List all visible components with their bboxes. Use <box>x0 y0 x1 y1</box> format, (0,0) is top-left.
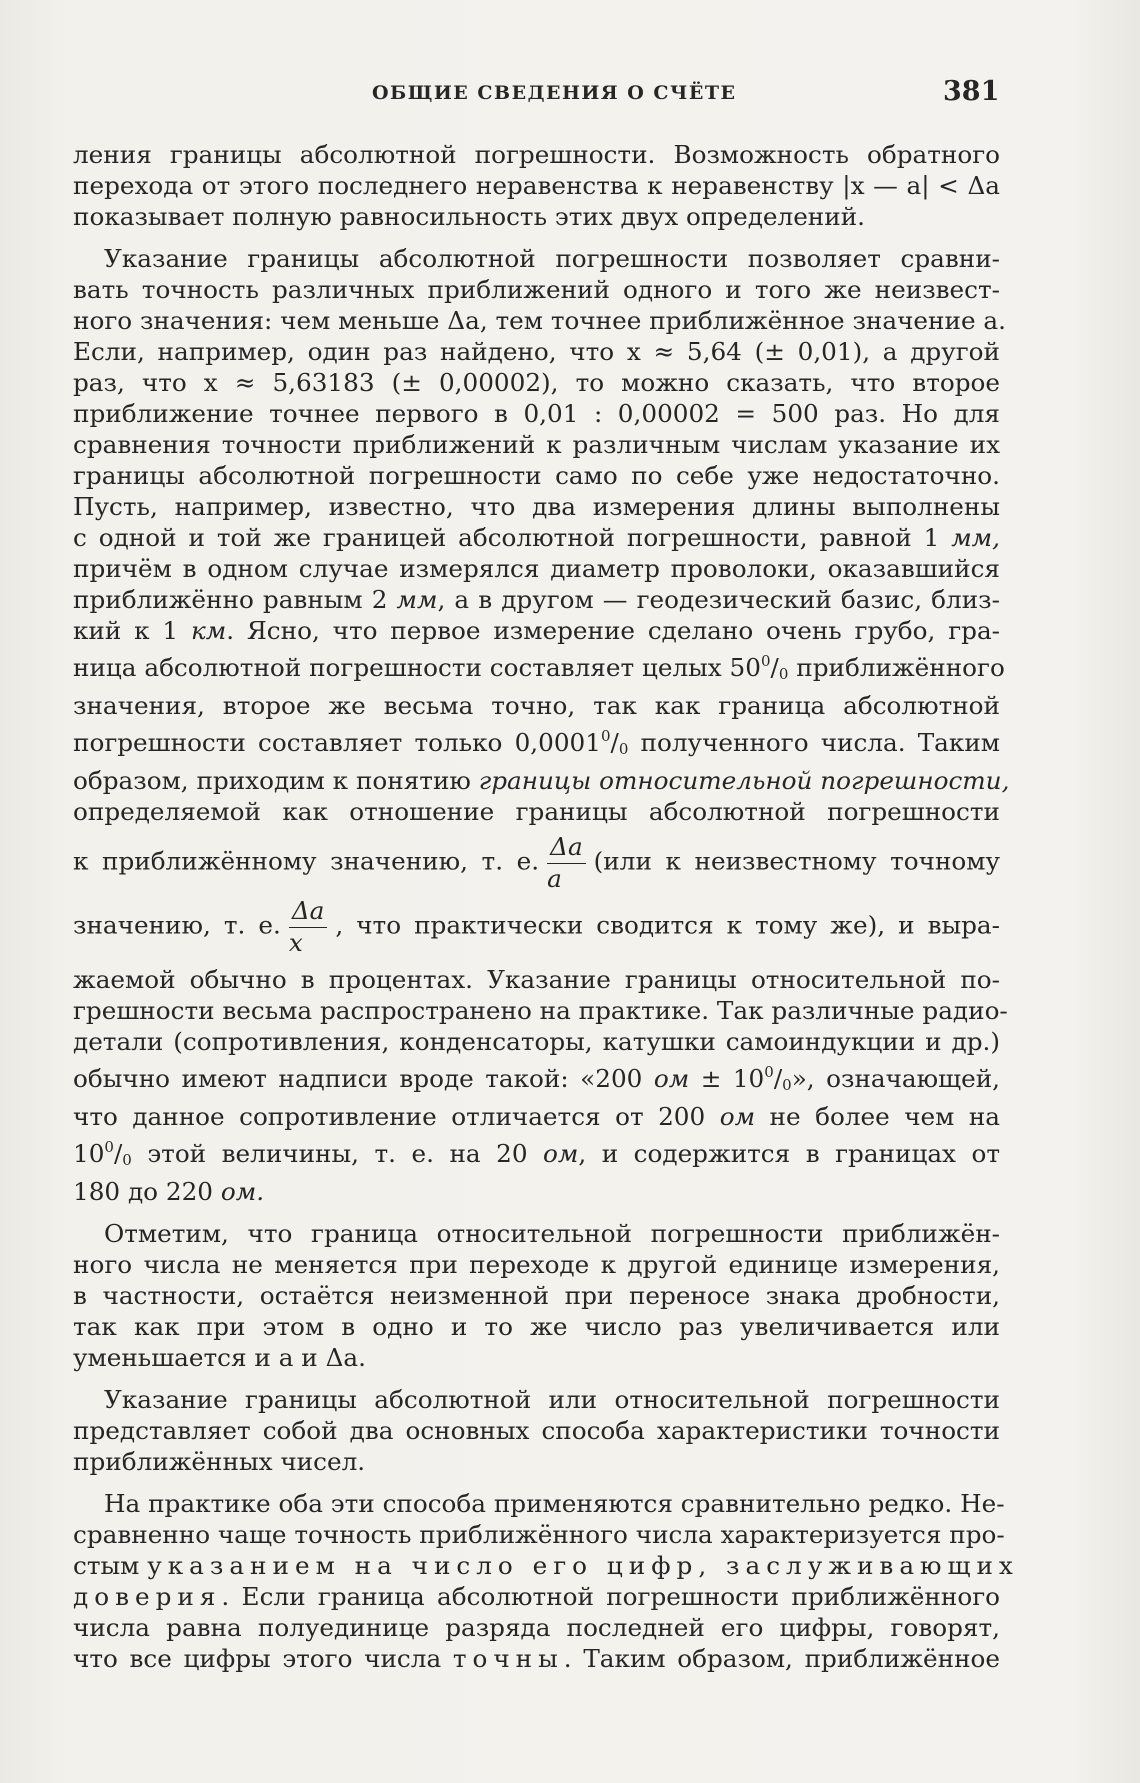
body-text <box>73 139 1019 1674</box>
text-line: Указание границы абсолютной или относительной погрешности <box>104 1384 1000 1414</box>
text-line: в частности, остаётся неизменной при переносе знака дробности, <box>73 1280 1000 1310</box>
text-line: Отметим, что граница относительной погрешности приближён- <box>104 1218 1000 1248</box>
text-line: 180 до 220 ом. <box>73 1176 265 1206</box>
text-line: сравненно чаще точность приближённого числа характеризуется про- <box>73 1519 1005 1549</box>
text-line: сравнения точности приближений к различным числам указание их <box>73 430 1000 459</box>
text-line: ного числа не меняется при переходе к другой единице измерения, <box>73 1249 1000 1279</box>
text-line: представляет собой два основных способа характеристики точности <box>73 1415 1000 1445</box>
text-line: значения, второе же весьма точно, так как граница абсолютной <box>73 691 1000 720</box>
text-line: Указание границы абсолютной погрешности позволяет сравни- <box>104 244 1000 273</box>
text-line: числа равна полуединице разряда последней его цифры, говорят, <box>73 1612 1000 1642</box>
text-line: детали (сопротивления, конденсаторы, катушки самоиндукции и др.) <box>73 1026 1000 1056</box>
page-number: 381 <box>943 76 1000 107</box>
text-line: раз, что x ≈ 5,63183 (± 0,00002), то можно сказать, что второе <box>73 368 1000 397</box>
text-line: кий к 1 км. Ясно, что первое измерение сделано очень грубо, гра- <box>73 616 1001 645</box>
text-line: Пусть, например, известно, что два измерения длины выполнены <box>73 492 1000 521</box>
text-line: приближённых чисел. <box>73 1446 366 1476</box>
text-line: стым указанием на число его цифр, заслуживающих <box>73 1550 1019 1580</box>
text-line: ления границы абсолютной погрешности. Возможность обратного <box>73 140 1000 169</box>
text-line: грешности весьма распространено на практике. Так различные радио- <box>73 995 1008 1025</box>
text-line: приближённо равным 2 мм, а в другом — геодезический базис, близ- <box>73 585 1000 614</box>
text-line: обычно имеют надписи вроде такой: «200 ом ± $10^0/_0$», означающей, <box>73 1062 1001 1094</box>
text-line: На практике оба эти способа применяются сравнительно редко. Не- <box>104 1488 1005 1518</box>
text-line: приближение точнее первого в 0,01 : 0,00002 = 500 раз. Но для <box>73 399 1000 428</box>
text-line: уменьшается и a и Δa. <box>73 1342 366 1372</box>
text-line: жаемой обычно в процентах. Указание границы относительной по- <box>73 964 1000 994</box>
text-line: причём в одном случае измерялся диаметр проволоки, оказавшийся <box>73 554 1000 583</box>
text-line: границы абсолютной погрешности само по себе уже недостаточно. <box>73 461 1000 490</box>
text-line: $10^0/_0$ этой величины, т. е. на 20 ом, и содержится в границах от <box>73 1137 1001 1169</box>
text-line: к приближённому значению, т. е. $\frac{\Delta a}{a}$ (или к неизвестному точному <box>73 832 1001 893</box>
running-head: ОБЩИЕ СВЕДЕНИЯ О СЧЁТЕ <box>372 82 737 104</box>
text-line: что данное сопротивление отличается от 200 ом не более чем на <box>73 1101 1001 1131</box>
text-line: ного значения: чем меньше Δa, тем точнее приближённое значение a. <box>73 306 1006 335</box>
spaced-emphasis: доверия <box>73 1581 222 1611</box>
text-line: значению, т. е. $\frac{\Delta a}{x}$ , что практически сводится к тому же), и выра- <box>73 896 1000 958</box>
fraction-da-over-x: $\frac{\Delta a}{x}$ <box>289 899 328 955</box>
text-line: Если, например, один раз найдено, что x ≈ 5,64 (± 0,01), а другой <box>73 337 1000 366</box>
term-relative-error: границы относительной погрешности, <box>478 766 1010 795</box>
text-line: так как при этом в одно и то же число раз увеличивается или <box>73 1311 1000 1341</box>
text-line: что все цифры этого числа точны. Таким образом, приближённое <box>73 1643 1001 1673</box>
text-line: доверия. Если граница абсолютной погрешности приближённого <box>73 1581 1000 1611</box>
unit-mm: мм <box>396 585 438 614</box>
text-line: с одной и той же границей абсолютной погрешности, равной 1 мм, <box>73 523 1000 552</box>
text-line: погрешности составляет только $0,0001^0/_0$ полученного числа. Таким <box>73 727 1000 758</box>
text-line: вать точность различных приближений одного и того же неизвест- <box>73 275 1000 304</box>
text-line: определяемой как отношение границы абсолютной погрешности <box>73 797 1000 826</box>
spaced-emphasis: точны <box>452 1643 564 1673</box>
text-line: ница абсолютной погрешности составляет целых $50^0/_0$ приближённого <box>73 652 1005 683</box>
text-line: образом, приходим к понятию границы относительной погрешности, <box>73 766 1010 795</box>
spaced-emphasis: указанием на число его цифр, заслуживающих <box>147 1550 1019 1580</box>
unit-mm: мм, <box>951 523 1000 552</box>
fraction-da-over-a: $\frac{\Delta a}{a}$ <box>547 835 586 891</box>
text-line: показывает полную равносильность этих двух определений. <box>73 202 866 231</box>
text-line: перехода от этого последнего неравенства к неравенству |x — a| < Δa <box>73 171 1000 200</box>
unit-km: км <box>190 616 227 645</box>
